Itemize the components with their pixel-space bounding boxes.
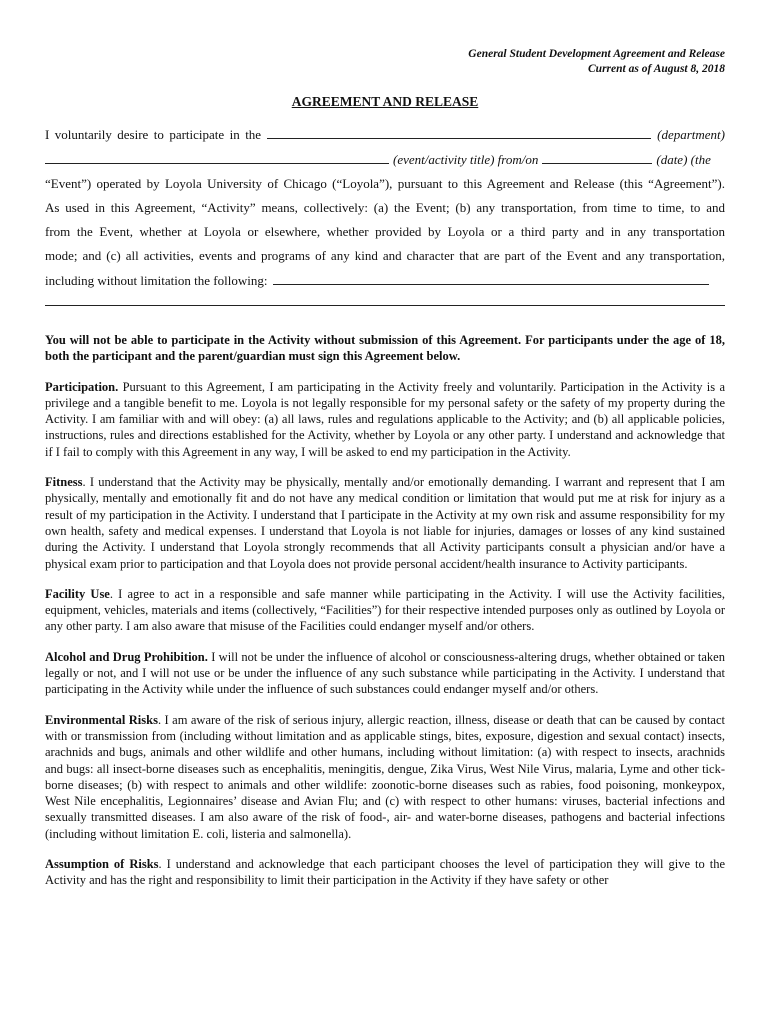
date-field[interactable]: [542, 151, 652, 164]
intro-line-2: [45, 151, 725, 169]
intro-line-5: from the Event, whether at Loyola or elsewhere, whether provided by Loyola or a third party and in any transportation: [45, 224, 725, 239]
date-label: (date) (the: [656, 152, 711, 167]
department-field[interactable]: [267, 126, 651, 139]
document-header: [468, 47, 725, 76]
section-text: . I understand that the Activity may be physically, mentally and/or emotionally demanding. I warrant and represent that I am physically, mentally and emotionally fit and do not have any medical condition or limitation that would put me at risk for injury as a result of my participation in the Activity. I understand that I participate in the Activity at my own risk and assume responsibility for my own health, safety and medical expenses. I understand that Loyola is not liable for injuries, damages or losses of any kind sustained during the Activity. I understand that Loyola strongly recommends that all Activity participants consult a physician and/or have a physical exam prior to participation and that Loyola does not provide personal accident/health insurance to Activity participants.: [45, 475, 725, 571]
participation-notice: You will not be able to participate in the Activity without submission of this Agreement. For participants under the age of 18, both the participant and the parent/guardian must sign this Agreement below.: [45, 333, 725, 364]
event-title-label: (event/activity title) from/on: [393, 152, 539, 167]
section-text: I will not be under the influence of alcohol or consciousness-altering drugs, whether obtained or taken legally or not, and I will not use or be under the influence of any such substance while participating in the Activity. I understand that participating in the Activity while under the influence of such substances could endanger myself and/or others.: [45, 649, 725, 697]
section-heading: Assumption of Risks: [45, 857, 159, 872]
event-title-field[interactable]: [45, 151, 389, 164]
intro-line-7: [45, 272, 725, 290]
department-label: (department): [657, 127, 725, 142]
section-heading: Environmental Risks: [45, 712, 158, 727]
section-heading: Fitness: [45, 475, 83, 490]
section-environmental-risks: [45, 712, 725, 842]
section-facility-use: [45, 586, 725, 635]
section-heading: Alcohol and Drug Prohibition.: [45, 649, 208, 664]
section-heading: Facility Use: [45, 586, 110, 601]
section-fitness: [45, 474, 725, 572]
activities-field-continued[interactable]: [45, 305, 725, 306]
section-heading: Participation.: [45, 379, 119, 394]
page-title: AGREEMENT AND RELEASE: [291, 94, 479, 109]
section-text: Pursuant to this Agreement, I am participating in the Activity freely and voluntarily. Participation in the Activity is a privilege and a tangible benefit to me. Loyola is not legally responsible for my personal safety or the safety of my property during the Activity. I am familiar with and will obey: (a) all laws, rules and regulations applicable to the Activity; and (b) all applicable policies, instructions, rules and directions established for the Activity, whether by Loyola or any other party. I understand and acknowledge that if I fail to comply with this Agreement in any way, I will be asked to end my participation in the Activity.: [45, 379, 725, 459]
section-text: . I am aware of the risk of serious injury, allergic reaction, illness, disease or death that can be caused by contact with or transmission from (including without limitation and as applicable stings, bites, exposure, digestion and sexual contact) insects, arachnids and bugs, animals and other wildlife and other humans, including without limitation: (a) with respect to insects, arachnids and bugs: all insect-borne diseases such as encephalitis, meningitis, dengue, Zika Virus, West Nile Virus, malaria, Lyme and other tick-borne diseases; (b) with respect to animals and other wildlife: zoonotic-borne diseases such as rabies, food poisoning, monkeypox, West Nile encephalitis, Legionnaires’ disease and Avian Flu; and (c) with respect to other humans: viruses, bacterial infections and sexually transmitted diseases. I am also aware of the risk of food-, air- and water-borne diseases, pathogens and bacterial infections (including without limitation E. coli, listeria and salmonella).: [45, 712, 725, 841]
activities-field[interactable]: [273, 272, 709, 285]
section-assumption-of-risks: [45, 856, 725, 889]
section-participation: [45, 379, 725, 460]
header-version-date: Current as of August 8, 2018: [588, 62, 725, 75]
intro-line-6: mode; and (c) all activities, events and programs of any kind and character that are part of the Event and any transportation,: [45, 248, 725, 263]
section-text: . I agree to act in a responsible and safe manner while participating in the Activity. I will use the Activity facilities, equipment, vehicles, materials and items (collectively, “Facilities”) for their respective intended purposes only as outlined by Loyola or any other party. I am also aware that misuse of the Facilities could endanger myself and/or others.: [45, 586, 725, 634]
intro-line-4: As used in this Agreement, “Activity” means, collectively: (a) the Event; (b) any transportation, from time to time, to and: [45, 200, 725, 215]
header-form-title: General Student Development Agreement and Release: [468, 48, 725, 60]
section-alcohol-drug: [45, 649, 725, 698]
activities-prefix: including without limitation the following:: [45, 273, 268, 288]
intro-department-prefix: I voluntarily desire to participate in the: [45, 127, 262, 142]
intro-line-1: [45, 126, 725, 144]
intro-line-3: “Event”) operated by Loyola University of Chicago (“Loyola”), pursuant to this Agreement and Release (this “Agreement”).: [45, 176, 725, 191]
section-text: . I understand and acknowledge that each participant chooses the level of participation they will give to the Activity and has the right and responsibility to limit their participation in the Activity if they have safety or other: [45, 857, 725, 888]
agreement-body: [45, 332, 725, 903]
